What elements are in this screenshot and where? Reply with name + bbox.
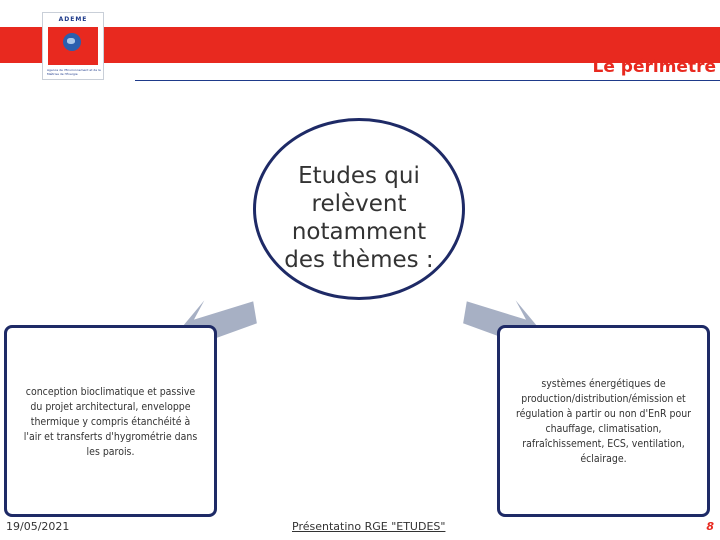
center-circle-text: Etudes qui relèvent notamment des thèmes : [284,163,434,273]
footer-date: 19/05/2021 [6,520,70,533]
logo-wordmark: ADEME [58,16,88,23]
footer-presentation-title: Présentatino RGE "ETUDES" [292,520,446,533]
right-theme-box [497,325,710,517]
right-theme-text: systèmes énergétiques de production/distribution/émission et régulation à partir ou non d'EnR pour chauffage, climatisation, rafraîchissement, ECS, ventilation, éclairage. [515,377,692,465]
slide-title: Le périmètre [592,57,716,77]
page-number: 8 [706,520,714,533]
left-theme-text: conception bioclimatique et passive du projet architectural, enveloppe thermique y compris étanchéité à l'air et transferts d'hygrométrie dans les parois. [23,384,198,458]
logo-caption: Agence de l'Environnement et de la Maîtrise de l'Énergie [47,68,101,76]
left-theme-box [4,325,217,517]
center-circle [253,118,465,300]
